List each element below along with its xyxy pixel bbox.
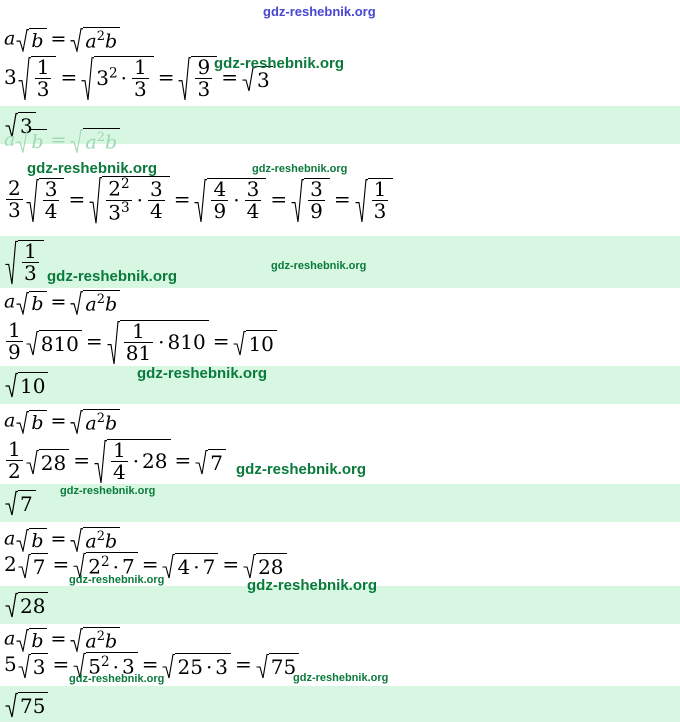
p6-s2-base: 5 (88, 654, 101, 679)
work-line-6: 5 3 = $5^2 \cdot 3$ = 25 · 3 = 75 (4, 652, 300, 679)
p1-frac-den: 3 (36, 77, 50, 101)
site-watermark: gdz-reshebnik.org (293, 672, 389, 684)
p4-result: 7 (208, 449, 226, 475)
sqrt-icon (178, 56, 217, 101)
sqrt-icon: $\frac{2^2}{3^3}$ · $\frac{3}{4}$ (89, 176, 169, 224)
p3-result: 10 (246, 330, 276, 356)
site-watermark: gdz-reshebnik.org (69, 574, 165, 586)
sqrt-icon: $2^2 \cdot 7$ (73, 552, 137, 579)
site-watermark: gdz-reshebnik.org (60, 485, 156, 497)
identity-a2: a (85, 30, 97, 53)
p4-coef-num: 1 (8, 437, 21, 461)
p5-radicand: 7 (31, 553, 49, 579)
sqrt-icon (5, 692, 48, 718)
work-line-5: 2 7 = $2^2 \cdot 7$ = 4 · 7 = 28 (4, 552, 288, 579)
answer-band-6 (0, 686, 680, 722)
p3-coef-num: 1 (8, 318, 21, 342)
answer-line-5 (4, 591, 49, 618)
p2-s3-f1-den: 9 (213, 198, 227, 223)
p5-s3-b: 7 (202, 554, 216, 579)
sqrt-icon (70, 27, 120, 52)
sqrt-icon (291, 178, 330, 223)
identity-line-3: a b = $a^2b$ (4, 290, 121, 315)
site-watermark: gdz-reshebnik.org (69, 673, 165, 685)
sqrt-icon: b (16, 129, 46, 153)
work-line-1: 3 $\frac{1}{3}$ = $3^2$ · $\frac{1}{3}$ = $\frac{9}{3}$ = 3 (4, 56, 274, 101)
sqrt-icon: $5^2 \cdot 3$ (73, 652, 137, 679)
p2-s2-f2-den: 4 (149, 198, 163, 223)
sqrt-icon (26, 178, 65, 223)
identity-a: a (4, 27, 16, 50)
sqrt-icon (18, 553, 49, 579)
identity-line-6: a b = $a^2b$ (4, 627, 121, 652)
site-link-watermark[interactable]: gdz-reshebnik.org (263, 4, 376, 19)
sqrt-icon (355, 178, 394, 223)
sqrt-icon (195, 449, 226, 475)
identity-line-1 (4, 27, 121, 52)
work-line-4: $\frac{1}{2}$ 28 = $\frac{1}{4}$ · 28 = 7 (4, 439, 227, 484)
p2-s4-den: 9 (310, 198, 323, 223)
p4-s2-num: 1 (112, 438, 126, 462)
p2-s2-den-exp: 3 (120, 199, 130, 216)
p1-s3-num: 9 (197, 55, 211, 79)
p2-s3-f1-num: 4 (213, 176, 227, 201)
p4-answer: 7 (18, 490, 36, 516)
p2-s2-f2-num: 3 (149, 176, 163, 201)
p1-s2-frac-den: 3 (133, 77, 147, 101)
p4-coef-den: 2 (8, 459, 21, 483)
p2-rad-num: 3 (44, 176, 58, 201)
p1-frac-num: 1 (36, 55, 50, 79)
identity-exp: 2 (96, 29, 105, 44)
sqrt-icon: $a^2b$ (70, 627, 120, 652)
site-watermark: gdz-reshebnik.org (214, 55, 345, 72)
p5-coef: 2 (4, 552, 17, 576)
answer-band-2 (0, 236, 680, 288)
p1-result: 3 (255, 66, 273, 92)
answer-band-4 (0, 484, 680, 522)
sqrt-icon: b (16, 628, 46, 652)
sqrt-icon: $a^2b$ (70, 527, 120, 552)
answer-line-6 (4, 691, 49, 718)
p5-result: 28 (256, 553, 286, 579)
p5-s2-base: 2 (88, 554, 101, 579)
p5-s2-exp: 2 (100, 554, 110, 571)
p1-answer: 3 (18, 112, 36, 138)
sqrt-icon (242, 66, 273, 92)
p1-s2-frac-num: 1 (133, 55, 147, 79)
p5-s2-mult: 7 (121, 554, 135, 579)
p3-s2-num: 1 (132, 319, 145, 343)
p2-coef-den: 3 (8, 197, 21, 222)
sqrt-icon: b (16, 291, 46, 315)
p6-answer: 75 (18, 692, 48, 718)
p5-s3-a: 4 (177, 554, 191, 579)
p2-answer-num: 1 (24, 239, 37, 263)
p2-s4-num: 3 (310, 176, 323, 201)
p2-coef-num: 2 (8, 175, 21, 200)
sqrt-icon: $\frac{1}{4}$ · 28 (94, 439, 171, 484)
sqrt-icon: $\frac{4}{9}$ · $\frac{3}{4}$ (194, 178, 266, 223)
identity-line-1b: a b = $a^2b$ (4, 128, 121, 153)
sqrt-icon (5, 240, 44, 285)
p6-coef: 5 (4, 652, 17, 676)
site-watermark: gdz-reshebnik.org (252, 163, 348, 175)
site-watermark: gdz-reshebnik.org (137, 365, 268, 382)
p6-s3-a: 25 (177, 654, 203, 679)
identity-b2: b (104, 30, 118, 53)
answer-band-5 (0, 586, 680, 624)
site-watermark: gdz-reshebnik.org (47, 268, 178, 285)
answer-line-2 (4, 240, 45, 285)
p2-s2-den-base: 3 (108, 200, 121, 225)
p3-s2-den: 81 (125, 341, 152, 365)
sqrt-icon: $a^2b$ (70, 290, 120, 315)
p6-s2-mult: 3 (121, 654, 135, 679)
sqrt-icon (16, 28, 46, 52)
p2-answer-den: 3 (24, 261, 37, 285)
sqrt-icon (243, 553, 286, 579)
sqrt-icon: 4 · 7 (162, 553, 218, 579)
identity-equals: = (50, 27, 67, 50)
p1-s2-base: 3 (96, 66, 109, 90)
p1-coef: 3 (4, 65, 17, 89)
sqrt-icon: $3^2$ · $\frac{1}{3}$ (81, 56, 153, 101)
p4-s2-den: 4 (112, 460, 126, 484)
p1-s2-exp: 2 (108, 65, 118, 82)
sqrt-icon (5, 490, 36, 516)
p3-coef-den: 9 (8, 340, 21, 364)
sqrt-icon (5, 372, 48, 398)
p3-radicand: 810 (39, 330, 82, 356)
work-line-3: $\frac{1}{9}$ 810 = $\frac{1}{81}$ · 810 = 10 (4, 320, 278, 365)
sqrt-icon: b (16, 528, 46, 552)
sqrt-icon (18, 653, 49, 679)
identity-line-4: a b = $a^2b$ (4, 409, 121, 434)
identity-b: b (29, 28, 46, 52)
p3-s2-mult: 810 (167, 330, 206, 354)
p3-answer: 10 (18, 372, 48, 398)
site-watermark: gdz-reshebnik.org (271, 260, 367, 272)
sqrt-icon: b (16, 410, 46, 434)
sqrt-icon (5, 592, 48, 618)
p4-radicand: 28 (39, 449, 69, 475)
p2-s2-num-base: 2 (108, 176, 121, 201)
p5-answer: 28 (18, 592, 48, 618)
p2-s3-f2-den: 4 (246, 198, 260, 223)
answer-line-3 (4, 371, 49, 398)
p2-s3-f2-num: 3 (246, 176, 260, 201)
sqrt-icon (26, 449, 69, 475)
p6-result: 75 (269, 653, 299, 679)
p4-s2-mult: 28 (142, 449, 168, 473)
sqrt-icon (26, 330, 82, 356)
p6-s3-b: 3 (215, 654, 229, 679)
site-watermark: gdz-reshebnik.org (27, 160, 158, 177)
sqrt-icon (256, 653, 299, 679)
sqrt-icon: 25 · 3 (162, 653, 231, 679)
sqrt-icon (233, 330, 276, 356)
work-line-2: $\frac{2}{3}$ $\frac{3}{4}$ = $\frac{2^2}{3^3}$ · $\frac{3}{4}$ = $\frac{4}{9}$ · $\frac{3}{4}$ = $\frac{3}{9}$ = $\frac{1}{3}$ (4, 176, 394, 224)
p6-s2-exp: 2 (100, 654, 110, 671)
sqrt-icon: $a^2b$ (70, 409, 120, 434)
p2-s2-num-exp: 2 (120, 176, 130, 192)
p1-s3-den: 3 (197, 77, 211, 101)
p2-s5-num: 1 (373, 176, 387, 201)
site-watermark: gdz-reshebnik.org (236, 461, 367, 478)
identity-line-5: a b = $a^2b$ (4, 527, 121, 552)
site-watermark: gdz-reshebnik.org (247, 577, 378, 594)
answer-band-3 (0, 366, 680, 404)
p6-radicand: 3 (31, 653, 49, 679)
sqrt-icon (18, 56, 57, 101)
sqrt-icon: $\frac{1}{81}$ · 810 (107, 320, 209, 365)
answer-line-4 (4, 489, 37, 516)
p2-s5-den: 3 (373, 198, 387, 223)
p2-rad-den: 4 (44, 198, 58, 223)
sqrt-icon: $a^2b$ (70, 128, 120, 153)
